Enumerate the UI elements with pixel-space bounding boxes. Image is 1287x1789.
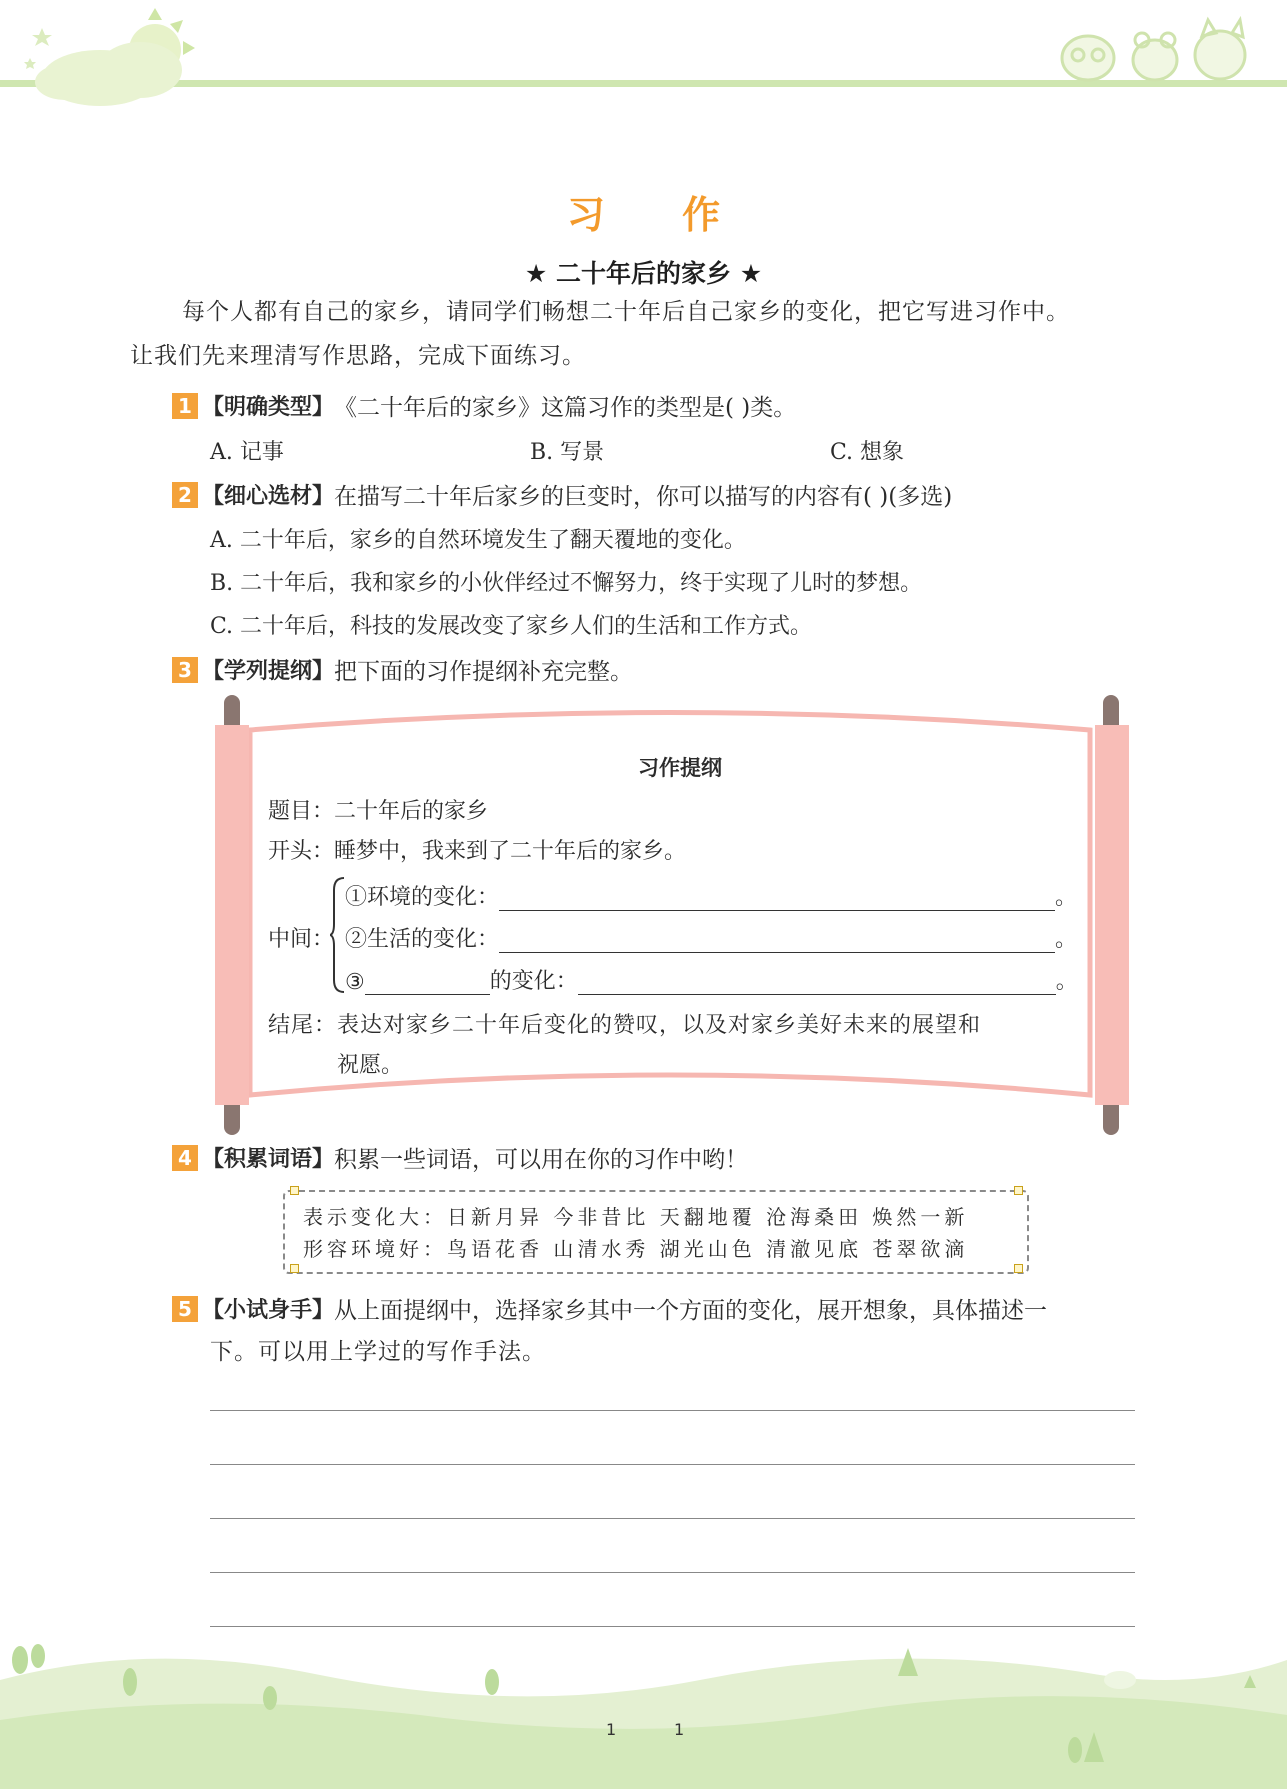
fill-blank[interactable] (499, 930, 1055, 953)
question-5-line-2: 下。可以用上学过的写作手法。 (210, 1339, 546, 1365)
question-tag: 【学列提纲】 (202, 659, 335, 684)
question-4 (172, 1141, 748, 1174)
header-decoration (0, 0, 1287, 120)
question-number-badge: 4 (172, 1145, 198, 1171)
question-number-badge: 2 (172, 482, 198, 508)
q2-option-a[interactable]: A. 二十年后，家乡的自然环境发生了翻天覆地的变化。 (210, 528, 746, 553)
outline-item-label: ①环境的变化： (345, 885, 500, 910)
q1-option-c[interactable]: C. 想象 (830, 440, 905, 465)
page-subtitle: ★ 二十年后的家乡 ★ (524, 259, 763, 288)
outline-heading: 习作提纲 (638, 756, 722, 780)
question-tag: 【明确类型】 (202, 395, 335, 420)
outline-middle-item-2 (345, 922, 1077, 953)
outline-ending-line-2: 祝愿。 (337, 1053, 404, 1078)
box-corner (1014, 1186, 1023, 1195)
scroll-left-roll (215, 725, 249, 1105)
scroll-right-roll (1095, 725, 1129, 1105)
question-number-badge: 3 (172, 657, 198, 683)
q2-option-c[interactable]: C. 二十年后，科技的发展改变了家乡人们的生活和工作方式。 (210, 614, 813, 639)
outline-middle-label: 中间： (268, 927, 335, 952)
cloud-sun-icon (24, 8, 195, 106)
question-number-badge: 1 (172, 393, 198, 419)
question-text: 《二十年后的家乡》这篇习作的类型是( )类。 (334, 395, 797, 421)
q1-option-b[interactable]: B. 写景 (530, 440, 605, 465)
outline-item-label: ③ (345, 970, 365, 995)
period: 。 (1055, 885, 1078, 910)
fill-blank[interactable] (578, 972, 1056, 995)
vocab-row-2: 形容环境好：鸟语花香 山清水秀 湖光山色 清澈见底 苍翠欲滴 (303, 1237, 969, 1261)
question-tag: 【积累词语】 (202, 1147, 335, 1172)
period: 。 (1055, 927, 1078, 952)
outline-opening: 开头：睡梦中，我来到了二十年后的家乡。 (268, 839, 687, 864)
intro-line-1: 每个人都有自己的家乡，请同学们畅想二十年后自己家乡的变化，把它写进习作中。 (182, 299, 1070, 325)
box-corner (290, 1186, 299, 1195)
question-text: 积累一些词语，可以用在你的习作中哟！ (334, 1147, 749, 1173)
outline-middle-item-1 (345, 880, 1077, 911)
question-tag: 【细心选材】 (202, 484, 335, 509)
question-1 (172, 389, 796, 422)
outline-middle-item-3 (345, 964, 1078, 995)
question-text: 在描写二十年后家乡的巨变时，你可以描写的内容有( )(多选) (334, 484, 953, 510)
box-corner (290, 1264, 299, 1273)
fill-blank[interactable] (365, 972, 490, 995)
question-text: 从上面提纲中，选择家乡其中一个方面的变化，展开想象，具体描述一 (334, 1298, 1048, 1324)
box-corner (1014, 1264, 1023, 1273)
question-text: 把下面的习作提纲补充完整。 (334, 659, 634, 685)
q1-option-a[interactable]: A. 记事 (210, 440, 284, 465)
question-3 (172, 653, 633, 686)
outline-topic: 题目：二十年后的家乡 (268, 799, 489, 824)
intro-line-2: 让我们先来理清写作思路，完成下面练习。 (130, 343, 586, 369)
outline-brace (330, 876, 346, 994)
fill-blank[interactable] (499, 888, 1055, 911)
page-title: 习 作 (566, 193, 753, 237)
outline-item-label: ②生活的变化： (345, 927, 500, 952)
question-tag: 【小试身手】 (202, 1298, 335, 1323)
page-number-right: 1 (674, 1720, 685, 1739)
page-number-left: 1 (606, 1720, 617, 1739)
period: 。 (1055, 969, 1078, 994)
question-2 (172, 478, 952, 511)
vocab-row-1: 表示变化大：日新月异 今非昔比 天翻地覆 沧海桑田 焕然一新 (303, 1205, 969, 1229)
writing-line[interactable] (210, 1464, 1135, 1465)
footer-landscape (0, 1620, 1287, 1789)
q2-option-b[interactable]: B. 二十年后，我和家乡的小伙伴经过不懈努力，终于实现了儿时的梦想。 (210, 571, 923, 596)
writing-line[interactable] (210, 1410, 1135, 1411)
outline-ending-line-1: 结尾：表达对家乡二十年后变化的赞叹，以及对家乡美好未来的展望和 (268, 1013, 982, 1038)
animal-friends-icon (1062, 20, 1245, 80)
writing-line[interactable] (210, 1518, 1135, 1519)
outline-item-label: 的变化： (489, 969, 578, 994)
writing-line[interactable] (210, 1572, 1135, 1573)
question-number-badge: 5 (172, 1296, 198, 1322)
question-5 (172, 1292, 1047, 1325)
header-green-bar (0, 80, 1287, 87)
